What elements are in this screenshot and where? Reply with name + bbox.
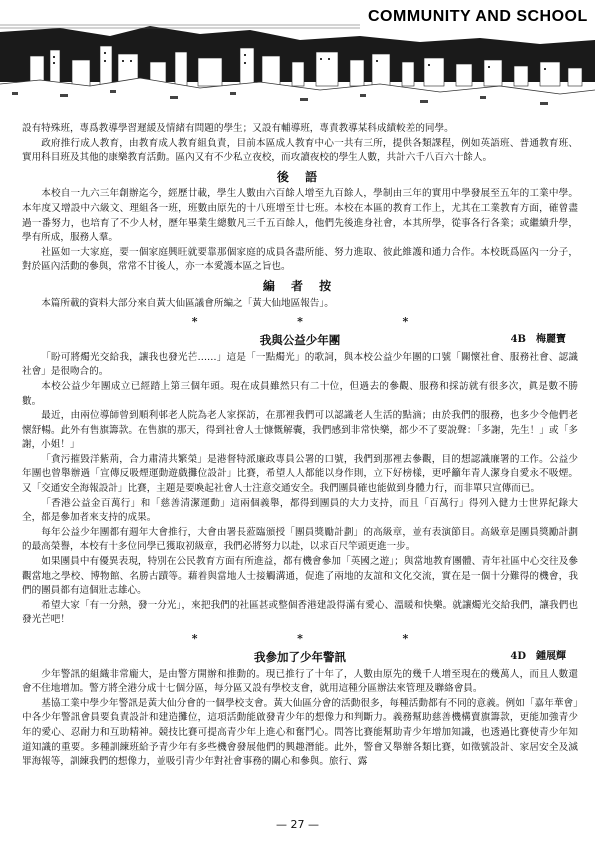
page-number: — 27 — <box>276 818 319 831</box>
star-mark: * <box>297 632 303 645</box>
article-header <box>22 333 578 349</box>
article-paragraph: 本校公益少年團成立已經踏上第三個年頭。現在成員雖然只有二十位，但過去的參觀、服務和採訪就有很多次，眞是數不勝數。 <box>22 380 578 407</box>
article-paragraph: 基協工業中學少年警訊是黃大仙分會的一個學校支會。黃大仙區分會的活動很多，每種活動都有不同的意義。例如「嘉年華會」中各少年警訊會員要負責設計和建造攤位，這項活動能啟發青少年的想像力和判斷力。義務幫助慈善機構賣旗籌款，更能加強青少年的愛心、忍耐力和互助精神。競技比賽可提高青少年上進心和奮鬥心。問答比賽能幫助青少年增加知識，也透過比賽使青少年知道知識的重要。多種訓練班給予青少年有多些機會發展他們的興趣潛能。此外，警會又舉辦各類比賽，如徵號設計、家居安全及滅罪海報等，訓練我們的想像力，並吸引青少年對社會事務的關心和參與。旅行、露 <box>22 697 578 768</box>
section-heading-afterword: 後 語 <box>276 169 324 184</box>
article-paragraph: 少年警訊的組織非常龐大，是由警方開辦和推動的。現已推行了十年了，人數由原先的幾千人增至現在的幾萬人，而且人數還會不住地增加。警方將全港分成十七個分區，每分區又設有學校支會，就用這種分區辦法來管理及聯絡會員。 <box>22 668 578 695</box>
star-mark: * <box>297 315 303 329</box>
section-heading-editor-note: 編 者 按 <box>262 278 338 293</box>
star-mark: * <box>402 632 409 645</box>
article-paragraph: 最近，由兩位導師曾到順利邨老人院為老人家探訪，在那裡我們可以認識老人生活的點滴；由於我們的服務，也多少令他們老懷舒暢。此外有售旗籌款。在售旗的那天，得到社會人士慷慨解囊，我們感到非常快樂，都少不了要說聲：「多謝，先生！」或「多謝，小姐！」 <box>22 410 578 451</box>
star-divider <box>22 315 578 330</box>
article-paragraph: 如果團員中有優異表現，特別在公民教育方面有所進益，都有機會參加「英國之遊」；與當地教育團體、青年社區中心交往及參觀當地之學校、博物館、名勝古蹟等。藉着與當地人士接觸溝通，促進了兩地的友誼和文化交流，實在是一個十分難得的機會，我們的團員都有這個壯志雄心。 <box>22 556 578 597</box>
intro-paragraph: 政府推行成人教育，由教育成人教育組負責，目前本區成人教育中心一共有三所，提供各類課程，例如英語班、普通教育班、實用科目班及其他的康樂教育活動。區內又有不少私立夜校，而攻讀夜校的學生人數，共計六千八百六十餘人。 <box>22 137 578 164</box>
article-author: 4B 梅麗寶 <box>510 333 566 345</box>
article-paragraph: 每年公益少年團都有週年大會推行，大會由署長蒞臨頒授「團員獎勵計劃」的高級章，並有表演節目。高級章是團員獎勵計劃的最高榮譽，本校有十多位同學已獲取初級章，我們必將努力以赴，以求百尺竿頭更進一步。 <box>22 526 578 553</box>
city-skyline-illustration <box>0 22 595 120</box>
article-author: 4D 鍾展輝 <box>510 650 566 662</box>
article-title: 我與公益少年團 <box>259 332 341 347</box>
editor-note-paragraph: 本篇所載的資料大部分來自黃大仙區議會所編之「黃大仙地區報告」。 <box>41 297 334 309</box>
article-title: 我參加了少年警訊 <box>254 649 346 664</box>
star-mark: * <box>191 632 198 645</box>
article-paragraph: 「香港公益金百萬行」和「慈善清潔運動」這兩個義舉，都得到團員的大力支持，而且「百萬行」得列入健力士世界紀錄大全，都是參加者來支持的成果。 <box>22 497 578 524</box>
page-header-title: COMMUNITY AND SCHOOL <box>368 8 588 25</box>
page-content <box>22 122 578 770</box>
article-paragraph: 希望大家「有一分熱，發一分光」，來把我們的社區甚或整個香港建設得滿有愛心、溫暖和快樂。就讓燭光交給我們，讓我們也發光芒吧！ <box>22 599 578 626</box>
article-header <box>22 650 578 666</box>
afterword-paragraph: 本校自一九六三年創辦迄今，經歷廿載，學生人數由六百餘人增至九百餘人，學制由三年的實用中學發展至五年的工業中學。本年度又增設中六級文、理組各一班，班數由原先的十八班增至廿七班。本校在本區的教育工作上，尤其在工業教育方面，確曾盡過一番努力，也培育了不少人材，歷年畢業生總數凡三千五百餘人，他們先後進身社會，本其所學，從事各行各業；或繼續升學，學有所成，服務人羣。 <box>22 188 578 244</box>
intro-paragraph: 設有特殊班，專爲教導學習遲緩及情緒有問題的學生；又設有輔導班，專責教導某科成績較差的同學。 <box>22 123 454 134</box>
afterword-paragraph: 社區如一大家庭，要一個家庭興旺就要靠那個家庭的成員各盡所能、努力進取、彼此維護和通力合作。本校既爲區內一分子，對於區內活動的參與，常常不甘後人，亦一本愛護本區之旨也。 <box>22 246 578 273</box>
star-divider <box>22 632 578 647</box>
article-paragraph: 「貪污摧毀洋紫荊，合力肅清共繁榮」是港督特派廉政專員公署的口號，我們到那裡去參觀，目的想認識廉署的工作。公益少年團也曾舉辦過「宣傳反吸煙運動遊戲攤位設計」比賽，希望人人都能以身作則，立下好榜樣，更呼籲年青人潔身自愛永不吸煙。又「交通安全海報設計」比賽，主題是要喚起社會人士注意交通安全。我們團員確也能做到身體力行，而非單只宣傳而已。 <box>22 453 578 495</box>
star-mark: * <box>191 315 198 329</box>
article-paragraph: 「盼可將燭光交給我，讓我也發光芒……」這是「一點燭光」的歌詞，與本校公益少年團的口號「關懷社會、服務社會、認識社會」是很吻合的。 <box>22 351 578 378</box>
star-mark: * <box>402 315 409 329</box>
